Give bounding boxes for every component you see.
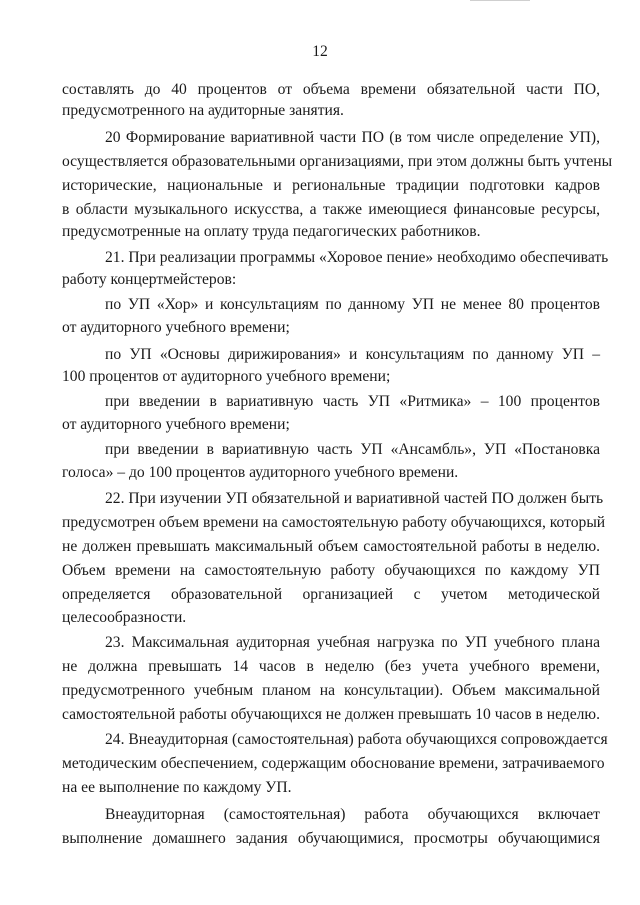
text-line: не должен превышать максимальный объем самостоятельной работы в неделю.: [62, 538, 600, 555]
text-line: не должна превышать 14 часов в неделю (без учета учебного времени,: [62, 658, 600, 675]
text-line: по УП «Хор» и консультациям по данному УП не менее 80 процентов: [105, 296, 600, 313]
text-line: при введении в вариативную часть УП «Ритмика» – 100 процентов: [105, 393, 600, 410]
text-line: 22. При изучении УП обязательной и вариативной частей ПО должен быть: [105, 490, 604, 507]
text-line: 21. При реализации программы «Хоровое пение» необходимо обеспечивать: [105, 249, 609, 266]
text-line: Объем времени на самостоятельную работу обучающихся по каждому УП: [62, 562, 600, 579]
text-line: голоса» – до 100 процентов аудиторного учебного времени.: [62, 464, 459, 481]
text-line: предусмотрен объем времени на самостоятельную работу обучающихся, который: [62, 514, 606, 531]
text-line: работу концертмейстеров:: [62, 271, 237, 288]
text-line: осуществляется образовательными организациями, при этом должны быть учтены: [62, 153, 613, 170]
text-line: от аудиторного учебного времени;: [62, 319, 290, 336]
text-line: выполнение домашнего задания обучающимися, просмотры обучающимися: [62, 830, 600, 847]
text-line: самостоятельной работы обучающихся не должен превышать 10 часов в неделю.: [62, 706, 600, 723]
text-line: методическим обеспечением, содержащим обоснование времени, затрачиваемого: [62, 755, 605, 772]
text-line: в области музыкального искусства, а также имеющиеся финансовые ресурсы,: [62, 201, 600, 218]
text-line: 100 процентов от аудиторного учебного времени;: [62, 368, 391, 385]
text-line: по УП «Основы дирижирования» и консультациям по данному УП –: [105, 346, 600, 363]
text-line: 23. Максимальная аудиторная учебная нагрузка по УП учебного плана: [105, 634, 600, 651]
text-line: составлять до 40 процентов от объема времени обязательной части ПО,: [62, 81, 600, 98]
scan-artifact: [470, 0, 530, 1]
text-line: целесообразности.: [62, 609, 187, 626]
text-line: 24. Внеаудиторная (самостоятельная) работа обучающихся сопровождается: [105, 731, 608, 748]
text-line: от аудиторного учебного времени;: [62, 416, 290, 433]
text-line: 20 Формирование вариативной части ПО (в том числе определение УП),: [105, 129, 600, 146]
text-line: Внеаудиторная (самостоятельная) работа обучающихся включает: [105, 806, 600, 823]
text-line: определяется образовательной организацией с учетом методической: [62, 586, 600, 603]
text-line: предусмотренного учебным планом на консультации). Объем максимальной: [62, 682, 600, 699]
text-line: исторические, национальные и региональные традиции подготовки кадров: [62, 177, 600, 194]
text-line: предусмотренные на оплату труда педагогических работников.: [62, 223, 481, 240]
text-line: при введении в вариативную часть УП «Ансамбль», УП «Постановка: [105, 441, 600, 458]
page-number: 12: [312, 43, 328, 60]
text-line: на ее выполнение по каждому УП.: [62, 779, 292, 796]
text-line: предусмотренного на аудиторные занятия.: [62, 102, 344, 119]
